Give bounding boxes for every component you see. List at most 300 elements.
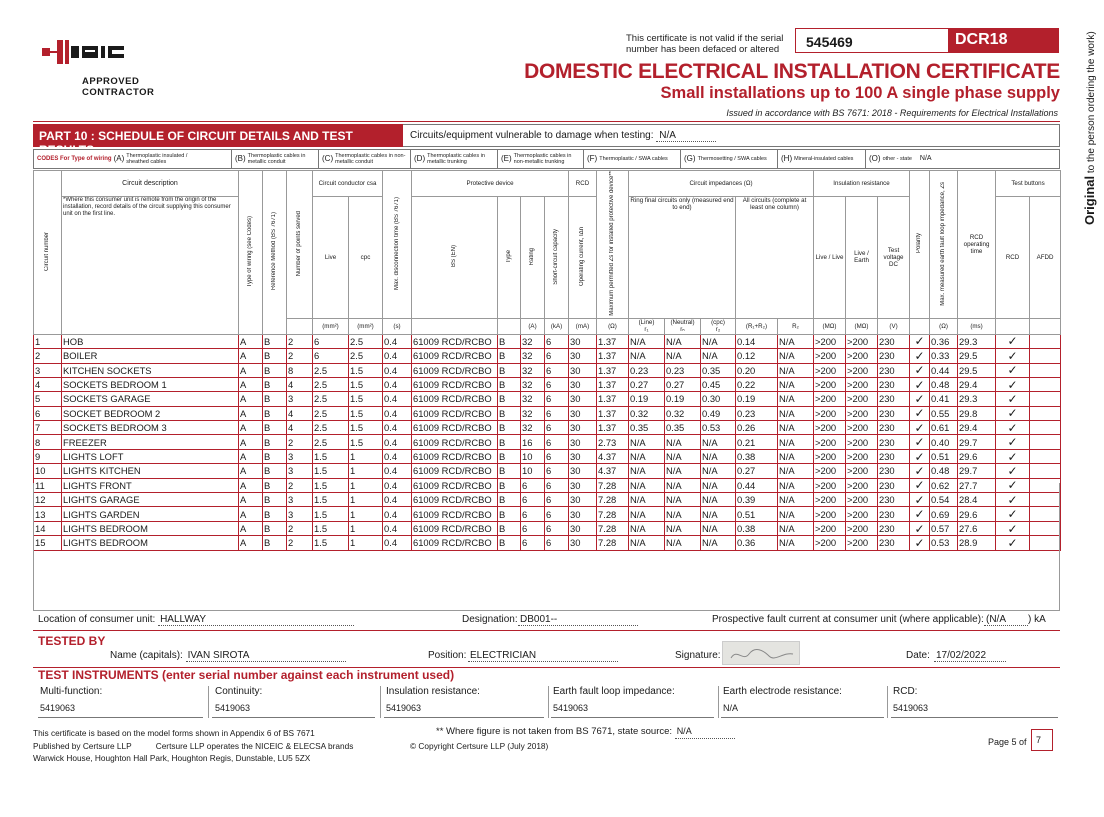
r1-plus-r2[interactable]: 0.26 xyxy=(736,421,778,435)
efli-value[interactable]: 5419063 xyxy=(553,703,589,713)
points-served[interactable]: 2 xyxy=(287,435,313,449)
circuit-number[interactable]: 10 xyxy=(34,464,62,478)
measured-zs[interactable]: 0.41 xyxy=(930,392,958,406)
r1-plus-r2[interactable]: 0.23 xyxy=(736,406,778,420)
reference-method[interactable]: B xyxy=(263,507,287,521)
points-served[interactable]: 3 xyxy=(287,493,313,507)
max-disconnection[interactable]: 0.4 xyxy=(383,478,412,492)
max-zs[interactable]: 4.37 xyxy=(597,449,629,463)
circuit-number[interactable]: 8 xyxy=(34,435,62,449)
R2[interactable]: N/A xyxy=(778,449,814,463)
polarity-check[interactable]: ✓ xyxy=(910,363,930,377)
short-circuit[interactable]: 6 xyxy=(545,392,569,406)
live-csa[interactable]: 1.5 xyxy=(313,449,349,463)
max-zs[interactable]: 1.37 xyxy=(597,421,629,435)
wiring-type[interactable]: A xyxy=(239,478,263,492)
pfc-value[interactable]: (N/A xyxy=(984,614,1028,626)
wiring-type[interactable]: A xyxy=(239,507,263,521)
reference-method[interactable]: B xyxy=(263,421,287,435)
r2[interactable]: N/A xyxy=(701,349,736,363)
circuit-number[interactable]: 7 xyxy=(34,421,62,435)
ir-live-earth[interactable]: >200 xyxy=(846,449,878,463)
max-zs[interactable]: 7.28 xyxy=(597,536,629,550)
r2[interactable]: N/A xyxy=(701,464,736,478)
test-voltage[interactable]: 230 xyxy=(878,392,910,406)
wiring-type[interactable]: A xyxy=(239,334,263,348)
r1[interactable]: N/A xyxy=(629,449,665,463)
bs-en[interactable]: 61009 RCD/RCBO xyxy=(412,377,498,391)
short-circuit[interactable]: 6 xyxy=(545,363,569,377)
afdd-check[interactable] xyxy=(1030,421,1061,435)
rn[interactable]: 0.32 xyxy=(665,406,701,420)
rcd-button-check[interactable]: ✓ xyxy=(996,521,1030,535)
max-disconnection[interactable]: 0.4 xyxy=(383,464,412,478)
live-csa[interactable]: 6 xyxy=(313,334,349,348)
live-csa[interactable]: 2.5 xyxy=(313,392,349,406)
max-zs[interactable]: 2.73 xyxy=(597,435,629,449)
ir-live-live[interactable]: >200 xyxy=(814,449,846,463)
afdd-check[interactable] xyxy=(1030,392,1061,406)
cpc-csa[interactable]: 1.5 xyxy=(349,406,383,420)
cpc-csa[interactable]: 1.5 xyxy=(349,377,383,391)
max-zs[interactable]: 1.37 xyxy=(597,363,629,377)
ir-live-earth[interactable]: >200 xyxy=(846,392,878,406)
r1-plus-r2[interactable]: 0.21 xyxy=(736,435,778,449)
max-zs[interactable]: 7.28 xyxy=(597,507,629,521)
afdd-check[interactable] xyxy=(1030,349,1061,363)
continuity-value[interactable]: 5419063 xyxy=(215,703,251,713)
cpc-csa[interactable]: 1.5 xyxy=(349,392,383,406)
device-type[interactable]: B xyxy=(498,493,521,507)
electrode-value[interactable]: N/A xyxy=(723,703,739,713)
max-zs[interactable]: 4.37 xyxy=(597,464,629,478)
rcd-time[interactable]: 29.8 xyxy=(958,406,996,420)
rcd-button-check[interactable]: ✓ xyxy=(996,435,1030,449)
rating[interactable]: 32 xyxy=(521,392,545,406)
rcd-time[interactable]: 29.3 xyxy=(958,392,996,406)
max-zs[interactable]: 1.37 xyxy=(597,334,629,348)
ir-live-earth[interactable]: >200 xyxy=(846,363,878,377)
rcd-time[interactable]: 28.4 xyxy=(958,493,996,507)
circuit-number[interactable]: 12 xyxy=(34,493,62,507)
circuit-description[interactable]: FREEZER xyxy=(62,435,239,449)
reference-method[interactable]: B xyxy=(263,363,287,377)
ir-live-live[interactable]: >200 xyxy=(814,521,846,535)
rating[interactable]: 6 xyxy=(521,507,545,521)
measured-zs[interactable]: 0.61 xyxy=(930,421,958,435)
max-zs[interactable]: 1.37 xyxy=(597,392,629,406)
wiring-type[interactable]: A xyxy=(239,493,263,507)
circuit-description[interactable]: LIGHTS GARAGE xyxy=(62,493,239,507)
rn[interactable]: N/A xyxy=(665,435,701,449)
rcd-time[interactable]: 29.5 xyxy=(958,349,996,363)
R2[interactable]: N/A xyxy=(778,521,814,535)
r1-plus-r2[interactable]: 0.36 xyxy=(736,536,778,550)
bs-en[interactable]: 61009 RCD/RCBO xyxy=(412,421,498,435)
rcd-time[interactable]: 29.6 xyxy=(958,449,996,463)
measured-zs[interactable]: 0.44 xyxy=(930,363,958,377)
points-served[interactable]: 3 xyxy=(287,449,313,463)
device-type[interactable]: B xyxy=(498,421,521,435)
circuit-description[interactable]: LIGHTS LOFT xyxy=(62,449,239,463)
device-type[interactable]: B xyxy=(498,449,521,463)
ir-live-earth[interactable]: >200 xyxy=(846,493,878,507)
circuit-description[interactable]: KITCHEN SOCKETS xyxy=(62,363,239,377)
device-type[interactable]: B xyxy=(498,334,521,348)
circuit-number[interactable]: 11 xyxy=(34,478,62,492)
vulnerable-value[interactable]: N/A xyxy=(656,130,716,142)
r1[interactable]: 0.35 xyxy=(629,421,665,435)
max-zs[interactable]: 1.37 xyxy=(597,377,629,391)
test-voltage[interactable]: 230 xyxy=(878,507,910,521)
rn[interactable]: N/A xyxy=(665,449,701,463)
short-circuit[interactable]: 6 xyxy=(545,536,569,550)
bs-en[interactable]: 61009 RCD/RCBO xyxy=(412,392,498,406)
bs-en[interactable]: 61009 RCD/RCBO xyxy=(412,435,498,449)
device-type[interactable]: B xyxy=(498,363,521,377)
R2[interactable]: N/A xyxy=(778,464,814,478)
ir-live-live[interactable]: >200 xyxy=(814,435,846,449)
live-csa[interactable]: 1.5 xyxy=(313,464,349,478)
R2[interactable]: N/A xyxy=(778,435,814,449)
r2[interactable]: N/A xyxy=(701,478,736,492)
circuit-number[interactable]: 13 xyxy=(34,507,62,521)
test-voltage[interactable]: 230 xyxy=(878,478,910,492)
R2[interactable]: N/A xyxy=(778,349,814,363)
R2[interactable]: N/A xyxy=(778,334,814,348)
R2[interactable]: N/A xyxy=(778,536,814,550)
measured-zs[interactable]: 0.55 xyxy=(930,406,958,420)
short-circuit[interactable]: 6 xyxy=(545,406,569,420)
bs-en[interactable]: 61009 RCD/RCBO xyxy=(412,449,498,463)
r1[interactable]: N/A xyxy=(629,493,665,507)
rn[interactable]: 0.35 xyxy=(665,421,701,435)
bs-en[interactable]: 61009 RCD/RCBO xyxy=(412,521,498,535)
bs-en[interactable]: 61009 RCD/RCBO xyxy=(412,478,498,492)
live-csa[interactable]: 2.5 xyxy=(313,435,349,449)
ir-live-earth[interactable]: >200 xyxy=(846,406,878,420)
max-disconnection[interactable]: 0.4 xyxy=(383,449,412,463)
polarity-check[interactable]: ✓ xyxy=(910,421,930,435)
measured-zs[interactable]: 0.62 xyxy=(930,478,958,492)
circuit-description[interactable]: HOB xyxy=(62,334,239,348)
polarity-check[interactable]: ✓ xyxy=(910,464,930,478)
rcd-current[interactable]: 30 xyxy=(569,349,597,363)
device-type[interactable]: B xyxy=(498,536,521,550)
max-disconnection[interactable]: 0.4 xyxy=(383,349,412,363)
ir-live-earth[interactable]: >200 xyxy=(846,478,878,492)
test-voltage[interactable]: 230 xyxy=(878,363,910,377)
rcd-button-check[interactable]: ✓ xyxy=(996,392,1030,406)
measured-zs[interactable]: 0.51 xyxy=(930,449,958,463)
R2[interactable]: N/A xyxy=(778,507,814,521)
rcd-current[interactable]: 30 xyxy=(569,363,597,377)
rcd-time[interactable]: 29.7 xyxy=(958,464,996,478)
rating[interactable]: 6 xyxy=(521,493,545,507)
ir-live-earth[interactable]: >200 xyxy=(846,377,878,391)
circuit-description[interactable]: BOILER xyxy=(62,349,239,363)
short-circuit[interactable]: 6 xyxy=(545,435,569,449)
ir-live-live[interactable]: >200 xyxy=(814,478,846,492)
wiring-type[interactable]: A xyxy=(239,449,263,463)
rcd-time[interactable]: 29.4 xyxy=(958,377,996,391)
r1-plus-r2[interactable]: 0.38 xyxy=(736,449,778,463)
circuit-number[interactable]: 5 xyxy=(34,392,62,406)
r1[interactable]: N/A xyxy=(629,435,665,449)
rcd-button-check[interactable]: ✓ xyxy=(996,464,1030,478)
cpc-csa[interactable]: 1 xyxy=(349,449,383,463)
ir-live-live[interactable]: >200 xyxy=(814,406,846,420)
rcd-current[interactable]: 30 xyxy=(569,536,597,550)
r1[interactable]: N/A xyxy=(629,507,665,521)
reference-method[interactable]: B xyxy=(263,536,287,550)
rcd-current[interactable]: 30 xyxy=(569,406,597,420)
r1-plus-r2[interactable]: 0.27 xyxy=(736,464,778,478)
reference-method[interactable]: B xyxy=(263,406,287,420)
wiring-type[interactable]: A xyxy=(239,464,263,478)
date-value[interactable]: 17/02/2022 xyxy=(934,650,1006,662)
points-served[interactable]: 3 xyxy=(287,507,313,521)
cpc-csa[interactable]: 1.5 xyxy=(349,363,383,377)
live-csa[interactable]: 1.5 xyxy=(313,521,349,535)
measured-zs[interactable]: 0.48 xyxy=(930,464,958,478)
circuit-number[interactable]: 3 xyxy=(34,363,62,377)
ir-live-live[interactable]: >200 xyxy=(814,377,846,391)
rating[interactable]: 6 xyxy=(521,521,545,535)
r2[interactable]: N/A xyxy=(701,334,736,348)
cpc-csa[interactable]: 2.5 xyxy=(349,349,383,363)
device-type[interactable]: B xyxy=(498,392,521,406)
bs-en[interactable]: 61009 RCD/RCBO xyxy=(412,363,498,377)
live-csa[interactable]: 6 xyxy=(313,349,349,363)
cpc-csa[interactable]: 1.5 xyxy=(349,421,383,435)
position-value[interactable]: ELECTRICIAN xyxy=(468,650,618,662)
short-circuit[interactable]: 6 xyxy=(545,464,569,478)
points-served[interactable]: 4 xyxy=(287,421,313,435)
afdd-check[interactable] xyxy=(1030,449,1061,463)
R2[interactable]: N/A xyxy=(778,478,814,492)
circuit-description[interactable]: LIGHTS FRONT xyxy=(62,478,239,492)
code-other-value[interactable]: N/A xyxy=(919,155,932,162)
max-zs[interactable]: 1.37 xyxy=(597,349,629,363)
rating[interactable]: 32 xyxy=(521,363,545,377)
cpc-csa[interactable]: 1 xyxy=(349,464,383,478)
afdd-check[interactable] xyxy=(1030,435,1061,449)
bs-en[interactable]: 61009 RCD/RCBO xyxy=(412,464,498,478)
rn[interactable]: 0.19 xyxy=(665,392,701,406)
r2[interactable]: 0.45 xyxy=(701,377,736,391)
rn[interactable]: N/A xyxy=(665,334,701,348)
circuit-description[interactable]: LIGHTS GARDEN xyxy=(62,507,239,521)
ir-live-live[interactable]: >200 xyxy=(814,421,846,435)
rn[interactable]: N/A xyxy=(665,507,701,521)
r1[interactable]: N/A xyxy=(629,478,665,492)
reference-method[interactable]: B xyxy=(263,521,287,535)
circuit-number[interactable]: 4 xyxy=(34,377,62,391)
max-zs[interactable]: 1.37 xyxy=(597,406,629,420)
test-voltage[interactable]: 230 xyxy=(878,464,910,478)
rating[interactable]: 6 xyxy=(521,478,545,492)
rcd-button-check[interactable]: ✓ xyxy=(996,449,1030,463)
r2[interactable]: 0.30 xyxy=(701,392,736,406)
live-csa[interactable]: 1.5 xyxy=(313,536,349,550)
bs-en[interactable]: 61009 RCD/RCBO xyxy=(412,493,498,507)
measured-zs[interactable]: 0.53 xyxy=(930,536,958,550)
live-csa[interactable]: 1.5 xyxy=(313,507,349,521)
rn[interactable]: 0.27 xyxy=(665,377,701,391)
device-type[interactable]: B xyxy=(498,435,521,449)
measured-zs[interactable]: 0.69 xyxy=(930,507,958,521)
live-csa[interactable]: 2.5 xyxy=(313,421,349,435)
r2[interactable]: 0.35 xyxy=(701,363,736,377)
wiring-type[interactable]: A xyxy=(239,421,263,435)
reference-method[interactable]: B xyxy=(263,493,287,507)
polarity-check[interactable]: ✓ xyxy=(910,392,930,406)
polarity-check[interactable]: ✓ xyxy=(910,536,930,550)
ir-live-earth[interactable]: >200 xyxy=(846,464,878,478)
source-note-value[interactable]: N/A xyxy=(675,724,735,739)
R2[interactable]: N/A xyxy=(778,421,814,435)
wiring-type[interactable]: A xyxy=(239,406,263,420)
cpc-csa[interactable]: 1 xyxy=(349,536,383,550)
points-served[interactable]: 2 xyxy=(287,334,313,348)
reference-method[interactable]: B xyxy=(263,464,287,478)
points-served[interactable]: 3 xyxy=(287,392,313,406)
ir-live-live[interactable]: >200 xyxy=(814,363,846,377)
rating[interactable]: 10 xyxy=(521,449,545,463)
measured-zs[interactable]: 0.36 xyxy=(930,334,958,348)
short-circuit[interactable]: 6 xyxy=(545,507,569,521)
test-voltage[interactable]: 230 xyxy=(878,421,910,435)
rcd-button-check[interactable]: ✓ xyxy=(996,478,1030,492)
cpc-csa[interactable]: 1 xyxy=(349,507,383,521)
reference-method[interactable]: B xyxy=(263,349,287,363)
reference-method[interactable]: B xyxy=(263,334,287,348)
device-type[interactable]: B xyxy=(498,349,521,363)
reference-method[interactable]: B xyxy=(263,435,287,449)
ir-live-earth[interactable]: >200 xyxy=(846,435,878,449)
R2[interactable]: N/A xyxy=(778,392,814,406)
ir-live-live[interactable]: >200 xyxy=(814,536,846,550)
rn[interactable]: N/A xyxy=(665,464,701,478)
rcd-current[interactable]: 30 xyxy=(569,507,597,521)
short-circuit[interactable]: 6 xyxy=(545,421,569,435)
circuit-description[interactable]: SOCKETS BEDROOM 1 xyxy=(62,377,239,391)
wiring-type[interactable]: A xyxy=(239,521,263,535)
afdd-check[interactable] xyxy=(1030,464,1061,478)
short-circuit[interactable]: 6 xyxy=(545,493,569,507)
r1[interactable]: N/A xyxy=(629,334,665,348)
ir-live-live[interactable]: >200 xyxy=(814,392,846,406)
rn[interactable]: N/A xyxy=(665,349,701,363)
rn[interactable]: N/A xyxy=(665,493,701,507)
device-type[interactable]: B xyxy=(498,507,521,521)
test-voltage[interactable]: 230 xyxy=(878,449,910,463)
r2[interactable]: N/A xyxy=(701,507,736,521)
rcd-current[interactable]: 30 xyxy=(569,449,597,463)
polarity-check[interactable]: ✓ xyxy=(910,334,930,348)
device-type[interactable]: B xyxy=(498,521,521,535)
max-zs[interactable]: 7.28 xyxy=(597,493,629,507)
short-circuit[interactable]: 6 xyxy=(545,349,569,363)
r2[interactable]: 0.49 xyxy=(701,406,736,420)
R2[interactable]: N/A xyxy=(778,363,814,377)
polarity-check[interactable]: ✓ xyxy=(910,349,930,363)
r1-plus-r2[interactable]: 0.44 xyxy=(736,478,778,492)
rcd-button-check[interactable]: ✓ xyxy=(996,363,1030,377)
circuit-number[interactable]: 14 xyxy=(34,521,62,535)
cpc-csa[interactable]: 1 xyxy=(349,478,383,492)
short-circuit[interactable]: 6 xyxy=(545,377,569,391)
polarity-check[interactable]: ✓ xyxy=(910,449,930,463)
afdd-check[interactable] xyxy=(1030,377,1061,391)
max-disconnection[interactable]: 0.4 xyxy=(383,363,412,377)
reference-method[interactable]: B xyxy=(263,392,287,406)
measured-zs[interactable]: 0.57 xyxy=(930,521,958,535)
rcd-button-check[interactable]: ✓ xyxy=(996,406,1030,420)
bs-en[interactable]: 61009 RCD/RCBO xyxy=(412,536,498,550)
rcd-current[interactable]: 30 xyxy=(569,334,597,348)
r1-plus-r2[interactable]: 0.38 xyxy=(736,521,778,535)
short-circuit[interactable]: 6 xyxy=(545,521,569,535)
rcd-button-check[interactable]: ✓ xyxy=(996,377,1030,391)
r1[interactable]: N/A xyxy=(629,536,665,550)
test-voltage[interactable]: 230 xyxy=(878,349,910,363)
rcd-button-check[interactable]: ✓ xyxy=(996,493,1030,507)
max-disconnection[interactable]: 0.4 xyxy=(383,536,412,550)
afdd-check[interactable] xyxy=(1030,363,1061,377)
rating[interactable]: 32 xyxy=(521,421,545,435)
live-csa[interactable]: 2.5 xyxy=(313,406,349,420)
test-voltage[interactable]: 230 xyxy=(878,435,910,449)
rcd-time[interactable]: 29.7 xyxy=(958,435,996,449)
insulation-value[interactable]: 5419063 xyxy=(386,703,422,713)
points-served[interactable]: 8 xyxy=(287,363,313,377)
ir-live-earth[interactable]: >200 xyxy=(846,421,878,435)
r2[interactable]: N/A xyxy=(701,435,736,449)
r1-plus-r2[interactable]: 0.51 xyxy=(736,507,778,521)
ir-live-live[interactable]: >200 xyxy=(814,464,846,478)
short-circuit[interactable]: 6 xyxy=(545,478,569,492)
rcd-value[interactable]: 5419063 xyxy=(893,703,929,713)
rcd-button-check[interactable]: ✓ xyxy=(996,536,1030,550)
bs-en[interactable]: 61009 RCD/RCBO xyxy=(412,507,498,521)
rcd-current[interactable]: 30 xyxy=(569,493,597,507)
rcd-current[interactable]: 30 xyxy=(569,521,597,535)
max-disconnection[interactable]: 0.4 xyxy=(383,392,412,406)
r2[interactable]: 0.53 xyxy=(701,421,736,435)
max-disconnection[interactable]: 0.4 xyxy=(383,334,412,348)
polarity-check[interactable]: ✓ xyxy=(910,507,930,521)
max-disconnection[interactable]: 0.4 xyxy=(383,521,412,535)
circuit-number[interactable]: 1 xyxy=(34,334,62,348)
live-csa[interactable]: 1.5 xyxy=(313,493,349,507)
bs-en[interactable]: 61009 RCD/RCBO xyxy=(412,349,498,363)
designation-value[interactable]: DB001-- xyxy=(518,614,638,626)
polarity-check[interactable]: ✓ xyxy=(910,377,930,391)
rn[interactable]: N/A xyxy=(665,536,701,550)
short-circuit[interactable]: 6 xyxy=(545,449,569,463)
rcd-current[interactable]: 30 xyxy=(569,377,597,391)
ir-live-earth[interactable]: >200 xyxy=(846,536,878,550)
ir-live-earth[interactable]: >200 xyxy=(846,334,878,348)
wiring-type[interactable]: A xyxy=(239,435,263,449)
points-served[interactable]: 2 xyxy=(287,521,313,535)
r1-plus-r2[interactable]: 0.22 xyxy=(736,377,778,391)
rcd-time[interactable]: 28.9 xyxy=(958,536,996,550)
device-type[interactable]: B xyxy=(498,406,521,420)
max-disconnection[interactable]: 0.4 xyxy=(383,435,412,449)
